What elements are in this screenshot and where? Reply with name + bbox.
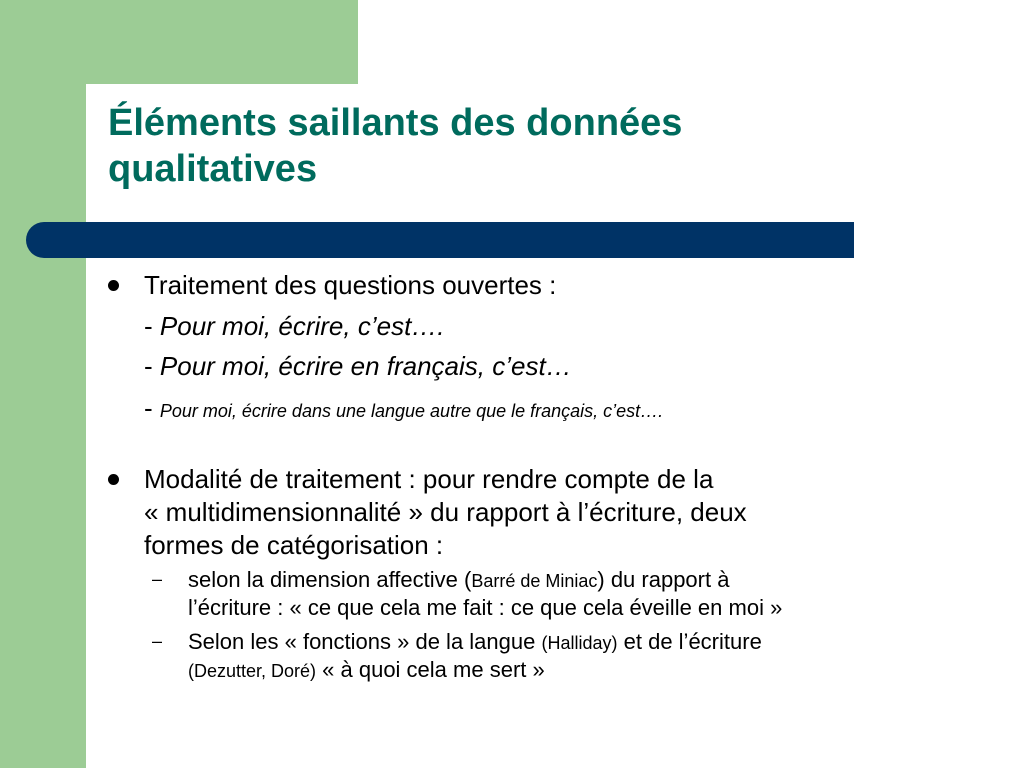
sub-bullet-1-part-2: ) du rapport à <box>597 567 730 592</box>
sub-2-dash: - <box>144 351 160 381</box>
slide-title-line-1: Éléments saillants des données <box>108 102 683 144</box>
sub-1-dash: - <box>144 311 160 341</box>
bullet-1-sub-2 <box>144 351 572 381</box>
sub-bullet-2-line-2 <box>188 657 545 684</box>
bullet-2-line-2: « multidimensionnalité » du rapport à l’écriture, deux <box>144 497 747 527</box>
bullet-dot-2 <box>108 474 119 485</box>
sub-3-text: Pour moi, écrire dans une langue autre que le français, c’est…. <box>159 401 664 421</box>
slide-title-line-2: qualitatives <box>108 148 318 190</box>
bullet-1-sub-3 <box>144 393 663 426</box>
bullet-1-text: Traitement des questions ouvertes : <box>144 270 557 300</box>
sub-bullet-2-part-3: « à quoi cela me sert » <box>316 657 545 682</box>
sub-bullet-2-line-1 <box>188 629 762 656</box>
sub-bullet-1-part-1: selon la dimension affective ( <box>188 567 472 592</box>
sub-2-text: Pour moi, écrire en français, c’est… <box>159 351 572 381</box>
bullet-2-line-1: Modalité de traitement : pour rendre compte de la <box>144 464 714 494</box>
bullet-1-sub-1 <box>144 311 445 341</box>
sub-bullet-1-line-1 <box>188 567 729 594</box>
sub-3-dash: - <box>144 393 160 423</box>
sub-bullet-2-part-1: Selon les « fonctions » de la langue <box>188 629 542 654</box>
sub-bullet-1-reference: Barré de Miniac <box>471 571 598 591</box>
sub-1-text: Pour moi, écrire, c’est…. <box>159 311 445 341</box>
bullet-dot-1 <box>108 280 119 291</box>
sub-bullet-1-line-2: l’écriture : « ce que cela me fait : ce que cela éveille en moi » <box>188 595 783 620</box>
sub-bullet-2-part-2: et de l’écriture <box>617 629 762 654</box>
sub-bullet-dash-2: – <box>152 631 163 651</box>
sub-bullet-2-reference-2: (Dezutter, Doré) <box>188 661 317 681</box>
sub-bullet-dash-1: – <box>152 569 163 589</box>
bullet-2-line-3: formes de catégorisation : <box>144 530 444 560</box>
sub-bullet-2-reference-1: (Halliday) <box>541 633 618 653</box>
